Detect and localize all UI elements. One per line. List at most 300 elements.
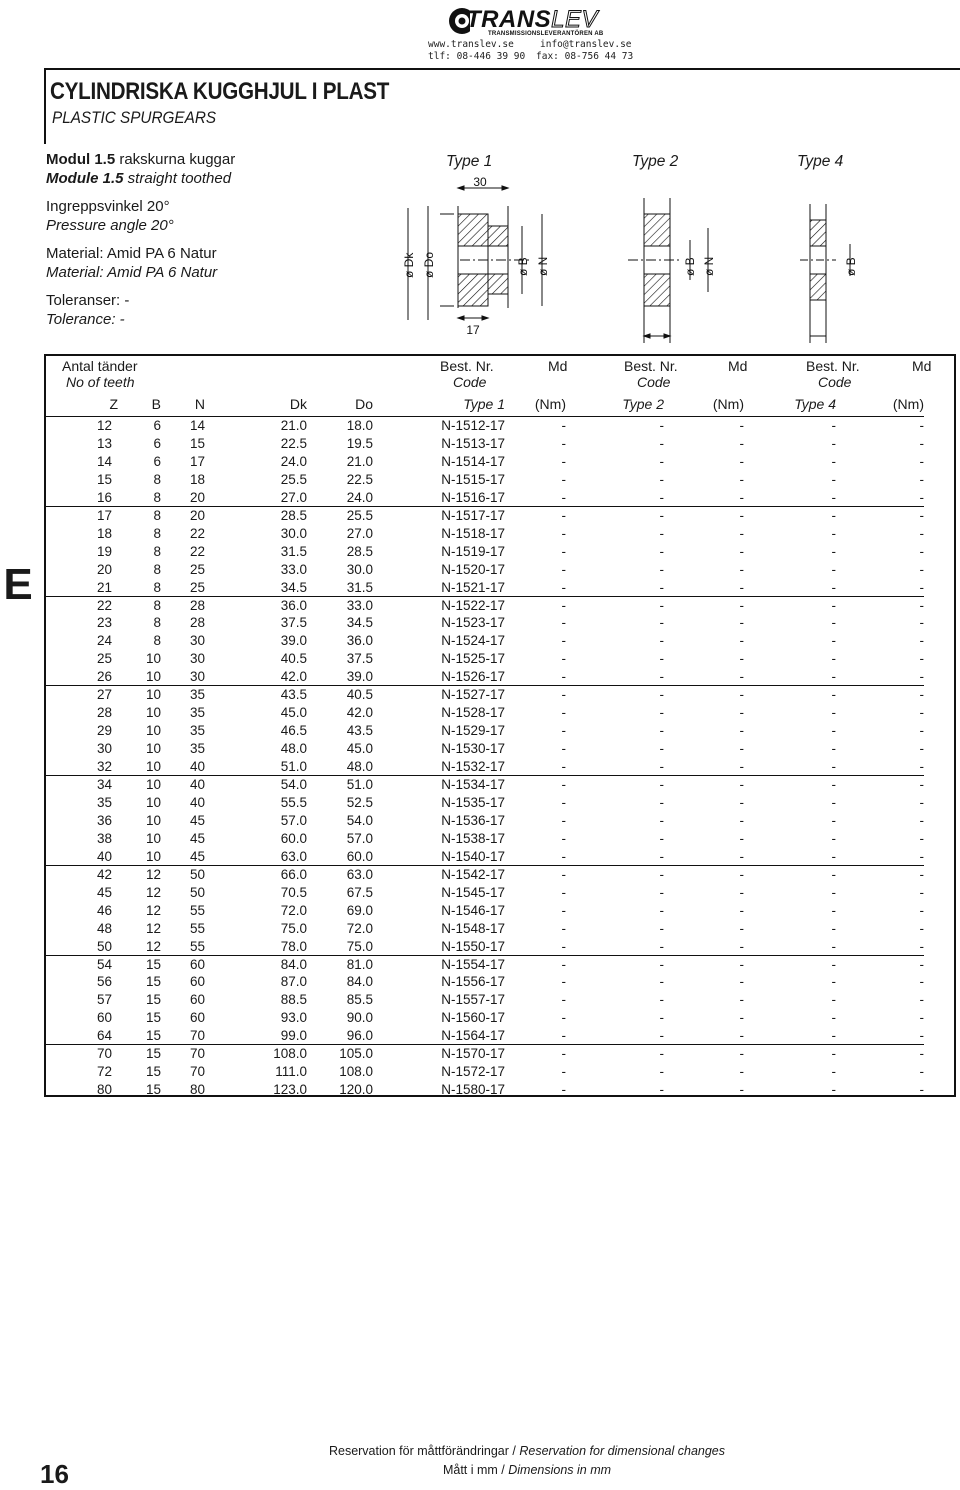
table-cell-col-z: 15 bbox=[96, 471, 112, 487]
header-best-nr-2: Best. Nr. bbox=[624, 358, 678, 374]
table-cell-col-n: 50 bbox=[189, 884, 205, 900]
table-cell-col-code-type2: - bbox=[659, 1064, 664, 1080]
table-cell-col-code-type1: N-1513-17 bbox=[441, 435, 505, 451]
table-cell-col-dk: 55.5 bbox=[280, 794, 307, 810]
table-cell-col-dk: 40.5 bbox=[280, 651, 307, 667]
table-cell-col-do: 51.0 bbox=[346, 777, 373, 792]
table-cell-col-code-type1: N-1515-17 bbox=[441, 471, 505, 487]
table-cell-col-code-type2: - bbox=[659, 884, 664, 900]
table-cell-col-z: 46 bbox=[96, 902, 112, 918]
table-cell-col-md-type2: - bbox=[739, 723, 744, 739]
table-cell-col-code-type4: - bbox=[831, 866, 836, 882]
table-cell-col-md-type4: - bbox=[919, 543, 924, 559]
table-cell-col-dk: 108.0 bbox=[273, 1046, 307, 1062]
table-cell-col-b: 10 bbox=[145, 741, 161, 757]
table-cell-col-md-type2: - bbox=[739, 974, 744, 990]
table-cell-col-code-type1: N-1540-17 bbox=[441, 848, 505, 864]
table-cell-col-do: 37.5 bbox=[346, 651, 373, 667]
table-cell-col-code-type2: - bbox=[659, 507, 664, 523]
table-cell-col-md-type4: - bbox=[919, 938, 924, 954]
table-cell-col-md-type1: - bbox=[561, 812, 566, 828]
table-cell-col-dk: 123.0 bbox=[273, 1082, 307, 1098]
table-cell-col-md-type2: - bbox=[739, 777, 744, 792]
table-cell-col-b: 15 bbox=[145, 1064, 161, 1080]
table-cell-col-dk: 78.0 bbox=[280, 938, 307, 954]
table-cell-col-b: 8 bbox=[153, 615, 161, 631]
table-cell-col-md-type4: - bbox=[919, 579, 924, 595]
dimension-30: 30 bbox=[473, 175, 487, 189]
table-cell-col-do: 43.5 bbox=[346, 723, 373, 739]
table-cell-col-b: 15 bbox=[145, 956, 161, 972]
table-cell-col-md-type2: - bbox=[739, 418, 744, 433]
table-cell-col-do: 25.5 bbox=[346, 507, 373, 523]
table-cell-col-md-type4: - bbox=[919, 723, 924, 739]
table-cell-col-code-type2: - bbox=[659, 974, 664, 990]
table-cell-col-code-type2: - bbox=[659, 956, 664, 972]
table-cell-col-md-type2: - bbox=[739, 561, 744, 577]
table-cell-col-n: 70 bbox=[189, 1046, 205, 1062]
table-cell-col-n: 60 bbox=[189, 974, 205, 990]
table-cell-col-n: 35 bbox=[189, 705, 205, 721]
table-cell-col-do: 85.5 bbox=[346, 992, 373, 1008]
table-cell-col-z: 60 bbox=[96, 1010, 112, 1026]
table-cell-col-md-type4: - bbox=[919, 471, 924, 487]
table-cell-col-dk: 21.0 bbox=[280, 418, 307, 433]
table-cell-col-n: 25 bbox=[189, 561, 205, 577]
table-cell-col-md-type1: - bbox=[561, 687, 566, 703]
table-cell-col-md-type4: - bbox=[919, 992, 924, 1008]
label-do: ø Do bbox=[422, 251, 436, 278]
table-cell-col-n: 80 bbox=[189, 1082, 205, 1098]
table-cell-col-b: 12 bbox=[145, 902, 161, 918]
table-cell-col-z: 22 bbox=[96, 597, 112, 613]
header-teeth-en: No of teeth bbox=[66, 374, 135, 390]
table-cell-col-do: 40.5 bbox=[346, 687, 373, 703]
table-cell-col-code-type1: N-1554-17 bbox=[441, 956, 505, 972]
table-cell-col-md-type4: - bbox=[919, 974, 924, 990]
table-cell-col-z: 70 bbox=[96, 1046, 112, 1062]
table-cell-col-n: 22 bbox=[189, 525, 205, 541]
table-cell-col-code-type4: - bbox=[831, 902, 836, 918]
table-cell-col-code-type4: - bbox=[831, 435, 836, 451]
table-cell-col-code-type2: - bbox=[659, 794, 664, 810]
table-cell-col-n: 45 bbox=[189, 812, 205, 828]
table-cell-col-z: 12 bbox=[96, 418, 112, 433]
header-md-1: Md bbox=[548, 358, 568, 374]
table-cell-col-md-type4: - bbox=[919, 866, 924, 882]
table-cell-col-dk: 34.5 bbox=[280, 579, 307, 595]
table-cell-col-md-type4: - bbox=[919, 597, 924, 613]
table-cell-col-md-type1: - bbox=[561, 848, 566, 864]
table-cell-col-n: 30 bbox=[189, 669, 205, 685]
table-cell-col-z: 23 bbox=[96, 615, 112, 631]
table-cell-col-z: 21 bbox=[96, 579, 112, 595]
table-cell-col-z: 35 bbox=[96, 794, 112, 810]
table-cell-col-code-type2: - bbox=[659, 848, 664, 864]
table-cell-col-b: 10 bbox=[145, 651, 161, 667]
table-cell-col-md-type4: - bbox=[919, 418, 924, 433]
table-cell-col-code-type1: N-1535-17 bbox=[441, 794, 505, 810]
table-cell-col-b: 10 bbox=[145, 723, 161, 739]
translev-logo bbox=[448, 4, 604, 38]
table-cell-col-code-type4: - bbox=[831, 777, 836, 792]
table-cell-col-code-type4: - bbox=[831, 1028, 836, 1044]
table-cell-col-b: 10 bbox=[145, 777, 161, 792]
table-cell-col-n: 22 bbox=[189, 543, 205, 559]
table-cell-col-code-type4: - bbox=[831, 794, 836, 810]
table-cell-col-md-type4: - bbox=[919, 884, 924, 900]
table-cell-col-code-type4: - bbox=[831, 669, 836, 685]
table-cell-col-do: 36.0 bbox=[346, 633, 373, 649]
table-cell-col-md-type2: - bbox=[739, 1010, 744, 1026]
table-cell-col-code-type1: N-1523-17 bbox=[441, 615, 505, 631]
table-cell-col-code-type1: N-1542-17 bbox=[441, 866, 505, 882]
table-cell-col-md-type2: - bbox=[739, 633, 744, 649]
table-cell-col-md-type2: - bbox=[739, 669, 744, 685]
table-cell-col-do: 75.0 bbox=[346, 938, 373, 954]
table-cell-col-do: 52.5 bbox=[346, 794, 373, 810]
table-cell-col-n: 35 bbox=[189, 723, 205, 739]
table-cell-col-code-type1: N-1522-17 bbox=[441, 597, 505, 613]
table-cell-col-z: 54 bbox=[96, 956, 112, 972]
table-cell-col-b: 10 bbox=[145, 794, 161, 810]
table-cell-col-z: 72 bbox=[96, 1064, 112, 1080]
email-link[interactable]: info@translev.se bbox=[540, 39, 632, 50]
table-cell-col-b: 12 bbox=[145, 866, 161, 882]
table-cell-col-dk: 51.0 bbox=[280, 759, 307, 775]
table-cell-col-n: 14 bbox=[189, 418, 205, 433]
header-code-2: Code bbox=[637, 374, 671, 390]
table-cell-col-md-type4: - bbox=[919, 615, 924, 631]
table-cell-col-md-type1: - bbox=[561, 759, 566, 775]
table-cell-col-dk: 111.0 bbox=[275, 1064, 307, 1080]
table-cell-col-dk: 36.0 bbox=[280, 597, 307, 613]
table-cell-col-b: 15 bbox=[145, 974, 161, 990]
table-cell-col-do: 34.5 bbox=[346, 615, 373, 631]
header-col-n: N bbox=[194, 396, 205, 412]
table-cell-col-code-type2: - bbox=[659, 435, 664, 451]
table-cell-col-code-type4: - bbox=[831, 597, 836, 613]
table-cell-col-md-type2: - bbox=[739, 759, 744, 775]
table-cell-col-n: 28 bbox=[189, 615, 205, 631]
table-cell-col-md-type2: - bbox=[739, 938, 744, 954]
table-cell-col-md-type4: - bbox=[919, 830, 924, 846]
module-spec: Modul 1.5 rakskurna kuggar Module 1.5 straight toothed bbox=[46, 151, 236, 187]
table-cell-col-md-type2: - bbox=[739, 830, 744, 846]
table-cell-col-code-type1: N-1550-17 bbox=[441, 938, 505, 954]
table-cell-col-dk: 42.0 bbox=[280, 669, 307, 685]
table-cell-col-code-type2: - bbox=[659, 866, 664, 882]
table-cell-col-code-type1: N-1516-17 bbox=[441, 489, 505, 505]
header-divider bbox=[46, 416, 924, 417]
table-cell-col-n: 18 bbox=[189, 471, 205, 487]
table-cell-col-code-type4: - bbox=[831, 651, 836, 667]
table-cell-col-b: 8 bbox=[153, 633, 161, 649]
table-cell-col-z: 20 bbox=[96, 561, 112, 577]
header-col-b: B bbox=[151, 396, 161, 412]
table-cell-col-md-type2: - bbox=[739, 848, 744, 864]
table-cell-col-z: 14 bbox=[96, 453, 112, 469]
table-cell-col-z: 36 bbox=[96, 812, 112, 828]
table-cell-col-md-type1: - bbox=[561, 507, 566, 523]
table-cell-col-code-type1: N-1519-17 bbox=[441, 543, 505, 559]
table-cell-col-b: 15 bbox=[145, 1028, 161, 1044]
table-cell-col-code-type2: - bbox=[659, 1028, 664, 1044]
table-cell-col-code-type4: - bbox=[831, 471, 836, 487]
table-cell-col-code-type4: - bbox=[831, 1010, 836, 1026]
table-cell-col-n: 40 bbox=[189, 777, 205, 792]
footer-units: Mått i mm / Dimensions in mm bbox=[442, 1463, 612, 1477]
table-cell-col-md-type2: - bbox=[739, 956, 744, 972]
table-cell-col-n: 60 bbox=[189, 1010, 205, 1026]
table-cell-col-code-type1: N-1518-17 bbox=[441, 525, 505, 541]
table-cell-col-md-type2: - bbox=[739, 1028, 744, 1044]
table-cell-col-md-type2: - bbox=[739, 507, 744, 523]
table-cell-col-code-type1: N-1514-17 bbox=[441, 453, 505, 469]
header-col-md-type4: (Nm) bbox=[892, 396, 924, 412]
table-cell-col-md-type1: - bbox=[561, 992, 566, 1008]
table-cell-col-code-type4: - bbox=[831, 848, 836, 864]
table-cell-col-dk: 30.0 bbox=[280, 525, 307, 541]
table-cell-col-n: 50 bbox=[189, 866, 205, 882]
table-cell-col-md-type4: - bbox=[919, 956, 924, 972]
table-cell-col-md-type4: - bbox=[919, 705, 924, 721]
table-cell-col-md-type2: - bbox=[739, 453, 744, 469]
table-cell-col-b: 8 bbox=[153, 561, 161, 577]
table-cell-col-z: 17 bbox=[96, 507, 112, 523]
table-cell-col-z: 29 bbox=[96, 723, 112, 739]
table-cell-col-md-type1: - bbox=[561, 705, 566, 721]
table-cell-col-code-type1: N-1530-17 bbox=[441, 741, 505, 757]
table-cell-col-b: 10 bbox=[145, 687, 161, 703]
table-cell-col-code-type2: - bbox=[659, 759, 664, 775]
table-cell-col-code-type4: - bbox=[831, 525, 836, 541]
angle-spec: Ingreppsvinkel 20° Pressure angle 20° bbox=[46, 198, 174, 234]
table-cell-col-dk: 45.0 bbox=[280, 705, 307, 721]
table-cell-col-code-type4: - bbox=[831, 759, 836, 775]
table-cell-col-md-type4: - bbox=[919, 777, 924, 792]
table-cell-col-md-type1: - bbox=[561, 741, 566, 757]
table-cell-col-z: 50 bbox=[96, 938, 112, 954]
table-cell-col-code-type4: - bbox=[831, 543, 836, 559]
table-cell-col-code-type2: - bbox=[659, 489, 664, 505]
table-cell-col-code-type4: - bbox=[831, 956, 836, 972]
table-cell-col-md-type1: - bbox=[561, 633, 566, 649]
table-cell-col-do: 30.0 bbox=[346, 561, 373, 577]
table-cell-col-do: 57.0 bbox=[346, 830, 373, 846]
table-cell-col-code-type1: N-1526-17 bbox=[441, 669, 505, 685]
website-link[interactable]: www.translev.se bbox=[428, 39, 514, 50]
table-cell-col-dk: 57.0 bbox=[280, 812, 307, 828]
table-cell-col-b: 15 bbox=[145, 1046, 161, 1062]
table-cell-col-n: 40 bbox=[189, 759, 205, 775]
table-cell-col-code-type2: - bbox=[659, 687, 664, 703]
table-cell-col-md-type4: - bbox=[919, 1010, 924, 1026]
table-cell-col-code-type4: - bbox=[831, 884, 836, 900]
table-cell-col-n: 20 bbox=[189, 489, 205, 505]
table-cell-col-code-type2: - bbox=[659, 669, 664, 685]
table-cell-col-md-type1: - bbox=[561, 884, 566, 900]
table-cell-col-md-type4: - bbox=[919, 759, 924, 775]
label-n-type1: ø N bbox=[536, 256, 550, 276]
table-cell-col-code-type1: N-1546-17 bbox=[441, 902, 505, 918]
table-cell-col-do: 69.0 bbox=[346, 902, 373, 918]
table-cell-col-n: 15 bbox=[189, 435, 205, 451]
table-cell-col-dk: 43.5 bbox=[280, 687, 307, 703]
table-cell-col-n: 70 bbox=[189, 1028, 205, 1044]
table-cell-col-do: 108.0 bbox=[339, 1064, 373, 1080]
table-cell-col-z: 30 bbox=[96, 741, 112, 757]
table-cell-col-z: 34 bbox=[96, 777, 112, 792]
table-cell-col-b: 8 bbox=[153, 507, 161, 523]
material-spec: Material: Amid PA 6 Natur Material: Amid PA 6 Natur bbox=[46, 245, 218, 281]
table-cell-col-code-type4: - bbox=[831, 507, 836, 523]
table-cell-col-code-type1: N-1572-17 bbox=[441, 1064, 505, 1080]
table-cell-col-md-type4: - bbox=[919, 1082, 924, 1098]
table-cell-col-n: 35 bbox=[189, 687, 205, 703]
table-cell-col-code-type4: - bbox=[831, 615, 836, 631]
table-cell-col-md-type1: - bbox=[561, 723, 566, 739]
table-cell-col-code-type2: - bbox=[659, 651, 664, 667]
contact-left bbox=[428, 39, 525, 63]
table-cell-col-md-type2: - bbox=[739, 866, 744, 882]
table-cell-col-code-type2: - bbox=[659, 471, 664, 487]
tolerance-spec: Toleranser: - Tolerance: - bbox=[46, 292, 130, 328]
table-cell-col-md-type2: - bbox=[739, 992, 744, 1008]
table-cell-col-md-type2: - bbox=[739, 687, 744, 703]
table-cell-col-md-type4: - bbox=[919, 489, 924, 505]
table-cell-col-do: 81.0 bbox=[346, 956, 373, 972]
table-cell-col-do: 67.5 bbox=[346, 884, 373, 900]
table-cell-col-md-type2: - bbox=[739, 705, 744, 721]
table-cell-col-code-type2: - bbox=[659, 741, 664, 757]
table-cell-col-z: 16 bbox=[96, 489, 112, 505]
table-cell-col-md-type1: - bbox=[561, 938, 566, 954]
table-cell-col-md-type2: - bbox=[739, 579, 744, 595]
table-cell-col-md-type1: - bbox=[561, 579, 566, 595]
table-cell-col-dk: 60.0 bbox=[280, 830, 307, 846]
table-cell-col-dk: 39.0 bbox=[280, 633, 307, 649]
table-cell-col-md-type2: - bbox=[739, 920, 744, 936]
table-cell-col-code-type4: - bbox=[831, 812, 836, 828]
table-cell-col-code-type1: N-1528-17 bbox=[441, 705, 505, 721]
table-cell-col-dk: 93.0 bbox=[280, 1010, 307, 1026]
table-cell-col-md-type2: - bbox=[739, 1046, 744, 1062]
table-cell-col-code-type1: N-1524-17 bbox=[441, 633, 505, 649]
table-cell-col-code-type2: - bbox=[659, 525, 664, 541]
table-cell-col-code-type4: - bbox=[831, 1046, 836, 1062]
table-cell-col-code-type2: - bbox=[659, 705, 664, 721]
dimension-17: 17 bbox=[466, 323, 480, 337]
table-cell-col-md-type4: - bbox=[919, 1064, 924, 1080]
table-cell-col-md-type4: - bbox=[919, 794, 924, 810]
table-cell-col-md-type4: - bbox=[919, 1028, 924, 1044]
table-cell-col-code-type1: N-1529-17 bbox=[441, 723, 505, 739]
table-cell-col-do: 24.0 bbox=[346, 489, 373, 505]
table-cell-col-z: 28 bbox=[96, 705, 112, 721]
table-cell-col-code-type1: N-1527-17 bbox=[441, 687, 505, 703]
table-cell-col-code-type2: - bbox=[659, 938, 664, 954]
table-cell-col-dk: 72.0 bbox=[280, 902, 307, 918]
table-cell-col-b: 15 bbox=[145, 1082, 161, 1098]
table-cell-col-do: 72.0 bbox=[346, 920, 373, 936]
table-cell-col-md-type4: - bbox=[919, 812, 924, 828]
table-cell-col-n: 60 bbox=[189, 992, 205, 1008]
table-cell-col-code-type1: N-1532-17 bbox=[441, 759, 505, 775]
table-cell-col-code-type2: - bbox=[659, 1082, 664, 1098]
table-cell-col-code-type2: - bbox=[659, 830, 664, 846]
table-cell-col-z: 13 bbox=[96, 435, 112, 451]
type2-label: Type 2 bbox=[632, 153, 679, 170]
table-cell-col-code-type4: - bbox=[831, 741, 836, 757]
table-cell-col-z: 27 bbox=[96, 687, 112, 703]
table-cell-col-dk: 84.0 bbox=[280, 956, 307, 972]
header-teeth-sv: Antal tänder bbox=[62, 358, 138, 374]
phone-number: tlf: 08-446 39 90 bbox=[428, 51, 526, 62]
table-cell-col-md-type2: - bbox=[739, 884, 744, 900]
brand-name: TRANSLEV bbox=[466, 6, 599, 33]
table-cell-col-z: 18 bbox=[96, 525, 112, 541]
table-cell-col-code-type1: N-1548-17 bbox=[441, 920, 505, 936]
table-cell-col-md-type1: - bbox=[561, 777, 566, 792]
table-cell-col-code-type2: - bbox=[659, 579, 664, 595]
header-col-z: Z bbox=[109, 396, 118, 412]
table-cell-col-md-type1: - bbox=[561, 1064, 566, 1080]
table-cell-col-z: 45 bbox=[96, 884, 112, 900]
table-cell-col-code-type4: - bbox=[831, 579, 836, 595]
table-cell-col-code-type1: N-1560-17 bbox=[441, 1010, 505, 1026]
table-cell-col-do: 90.0 bbox=[346, 1010, 373, 1026]
table-cell-col-code-type4: - bbox=[831, 561, 836, 577]
table-cell-col-dk: 75.0 bbox=[280, 920, 307, 936]
table-cell-col-code-type4: - bbox=[831, 705, 836, 721]
row-group-divider bbox=[46, 506, 924, 507]
table-cell-col-md-type1: - bbox=[561, 902, 566, 918]
table-cell-col-do: 84.0 bbox=[346, 974, 373, 990]
table-cell-col-do: 22.5 bbox=[346, 471, 373, 487]
table-cell-col-do: 48.0 bbox=[346, 759, 373, 775]
table-cell-col-z: 32 bbox=[96, 759, 112, 775]
table-cell-col-md-type4: - bbox=[919, 435, 924, 451]
table-cell-col-md-type4: - bbox=[919, 453, 924, 469]
table-cell-col-code-type1: N-1570-17 bbox=[441, 1046, 505, 1062]
table-cell-col-code-type1: N-1521-17 bbox=[441, 579, 505, 595]
table-cell-col-b: 8 bbox=[153, 489, 161, 505]
table-cell-col-dk: 99.0 bbox=[280, 1028, 307, 1044]
table-cell-col-md-type1: - bbox=[561, 418, 566, 433]
table-cell-col-md-type1: - bbox=[561, 453, 566, 469]
table-cell-col-b: 6 bbox=[153, 453, 161, 469]
table-cell-col-md-type1: - bbox=[561, 1010, 566, 1026]
label-b-type1: ø B bbox=[516, 257, 530, 276]
table-cell-col-md-type2: - bbox=[739, 1064, 744, 1080]
table-cell-col-n: 55 bbox=[189, 920, 205, 936]
table-cell-col-b: 10 bbox=[145, 759, 161, 775]
table-cell-col-dk: 54.0 bbox=[280, 777, 307, 792]
table-cell-col-code-type4: - bbox=[831, 1064, 836, 1080]
table-cell-col-do: 19.5 bbox=[346, 435, 373, 451]
table-cell-col-dk: 31.5 bbox=[280, 543, 307, 559]
table-cell-col-md-type4: - bbox=[919, 741, 924, 757]
table-cell-col-b: 10 bbox=[145, 812, 161, 828]
table-cell-col-code-type1: N-1545-17 bbox=[441, 884, 505, 900]
table-cell-col-code-type2: - bbox=[659, 992, 664, 1008]
type1-label: Type 1 bbox=[446, 153, 493, 170]
table-cell-col-md-type2: - bbox=[739, 615, 744, 631]
table-cell-col-code-type1: N-1556-17 bbox=[441, 974, 505, 990]
table-cell-col-code-type4: - bbox=[831, 687, 836, 703]
table-cell-col-dk: 24.0 bbox=[280, 453, 307, 469]
